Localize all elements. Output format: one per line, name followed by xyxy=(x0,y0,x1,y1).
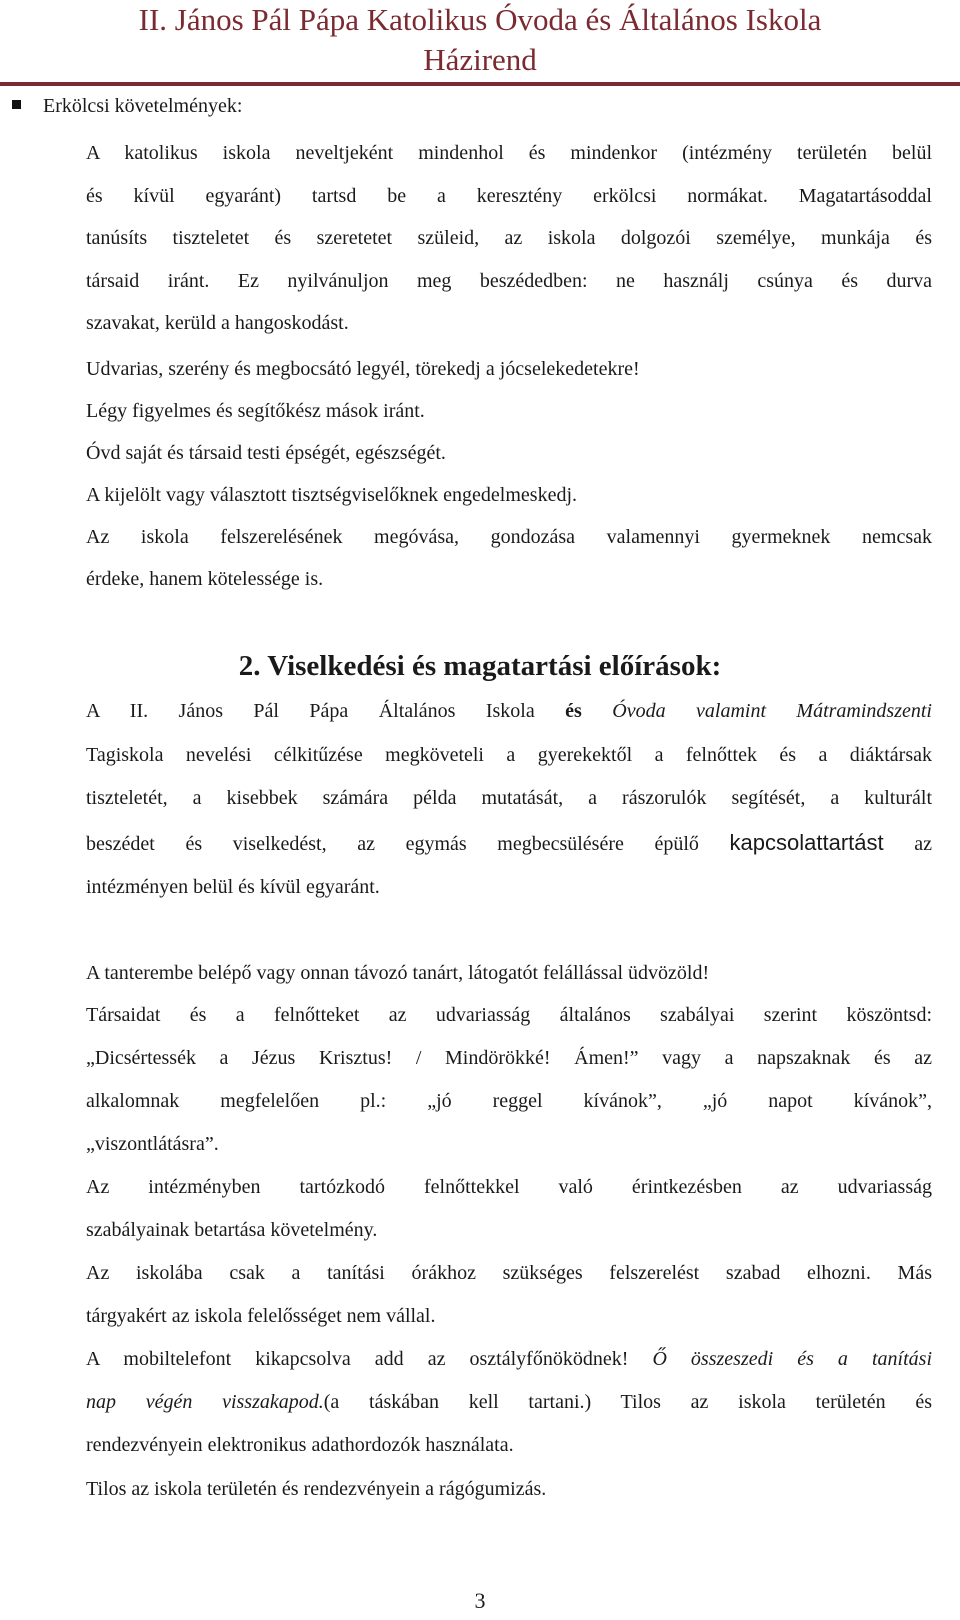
paragraph-line: Az iskola felszerelésének megóvása, gondozása valamennyi gyermeknek nemcsak xyxy=(86,526,932,548)
header-divider xyxy=(0,82,960,86)
text-run-italic: nap végén visszakapod. xyxy=(86,1391,324,1413)
paragraph-line xyxy=(86,1381,932,1424)
behavior-intro-paragraph xyxy=(86,690,932,910)
text-run xyxy=(582,700,612,722)
greeting-teacher-rule: A tanterembe belépő vagy onnan távozó tanárt, látogatót felállással üdvözöld! xyxy=(86,962,710,984)
paragraph-line: A katolikus iskola neveltjeként mindenhol és mindenkor (intézmény területén belül xyxy=(86,142,932,164)
moral-requirements-paragraph xyxy=(86,132,932,345)
paragraph-line: alkalomnak megfelelően pl.: „jó reggel kívánok”, „jó napot kívánok”, xyxy=(86,1090,932,1112)
paragraph-line: szabályainak betartása követelmény. xyxy=(86,1219,378,1241)
paragraph-line: érdeke, hanem kötelessége is. xyxy=(86,568,324,590)
square-bullet-icon xyxy=(12,100,21,109)
paragraph-line: Társaidat és a felnőtteket az udvariasság általános szabályai szerint köszöntsd: xyxy=(86,1004,932,1026)
document-header xyxy=(0,0,960,80)
rule-equipment xyxy=(86,516,932,600)
rule-safety: Óvd saját és társaid testi épségét, egészségét. xyxy=(86,442,446,464)
paragraph-line: tiszteletét, a kisebbek számára példa mutatását, a rászorulók segítését, a kulturált xyxy=(86,787,932,810)
rule-courtesy: Udvarias, szerény és megbocsátó legyél, törekedj a jócselekedetekre! xyxy=(86,358,640,380)
text-run: beszédet és viselkedést, az egymás megbecsülésére épülő xyxy=(86,832,730,855)
text-run: az xyxy=(883,832,932,855)
paragraph-line: társaid iránt. Ez nyilvánuljon meg beszédedben: ne használj csúnya és durva xyxy=(86,269,932,292)
paragraph-line: tanúsíts tiszteletet és szeretetet szüleid, az iskola dolgozói személye, munkája és xyxy=(86,227,932,250)
paragraph-line: intézményen belül és kívül egyaránt. xyxy=(86,876,380,899)
mobile-phone-paragraph xyxy=(86,1338,932,1467)
paragraph-line: és kívül egyaránt) tartsd be a keresztény erkölcsi normákat. Magatartásoddal xyxy=(86,184,932,207)
paragraph-line xyxy=(86,1338,932,1381)
text-run: A mobiltelefont kikapcsolva add az osztályfőnöködnek! xyxy=(86,1348,653,1370)
text-run: A II. János Pál Pápa Általános Iskola xyxy=(86,700,566,722)
paragraph-line xyxy=(86,690,932,734)
equipment-paragraph xyxy=(86,1252,932,1338)
paragraph-line: Tagiskola nevelési célkitűzése megköveteli a gyerekektől a felnőttek és a diáktársak xyxy=(86,743,932,766)
paragraph-line: tárgyakért az iskola felelősséget nem vállal. xyxy=(86,1305,436,1327)
adults-courtesy-paragraph xyxy=(86,1166,932,1252)
paragraph-line: szavakat, kerüld a hangoskodást. xyxy=(86,312,349,335)
bullet-label: Erkölcsi követelmények: xyxy=(43,95,243,117)
rule-obey: A kijelölt vagy választott tisztségviselőknek engedelmeskedj. xyxy=(86,484,577,506)
paragraph-line xyxy=(86,821,932,867)
chewing-gum-rule: Tilos az iskola területén és rendezvényein a rágógumizás. xyxy=(86,1478,547,1500)
greeting-paragraph xyxy=(86,994,932,1166)
paragraph-line: „viszontlátásra”. xyxy=(86,1133,219,1155)
section-heading: 2. Viselkedési és magatartási előírások: xyxy=(238,650,722,682)
text-run-italic: Ő összeszedi és a tanítási xyxy=(652,1348,932,1370)
page-number: 3 xyxy=(474,1588,486,1613)
text-run-bold: és xyxy=(565,700,582,722)
text-run-sans: kapcsolattartást xyxy=(729,829,884,855)
text-run-italic: Óvoda valamint Mátramindszenti xyxy=(612,700,932,722)
header-title-line2: Házirend xyxy=(423,42,537,77)
rule-helpful: Légy figyelmes és segítőkész mások iránt. xyxy=(86,400,425,422)
text-run: (a táskában kell tartani.) Tilos az iskola területén és xyxy=(323,1391,932,1413)
paragraph-line: „Dicsértessék a Jézus Krisztus! / Mindörökké! Ámen!” vagy a napszaknak és az xyxy=(86,1047,932,1069)
bullet-erkolcsi xyxy=(12,92,242,120)
paragraph-line: Az intézményben tartózkodó felnőttekkel való érintkezésben az udvariasság xyxy=(86,1176,932,1198)
paragraph-line: Az iskolába csak a tanítási órákhoz szükséges felszerelést szabad elhozni. Más xyxy=(86,1262,932,1284)
paragraph-line: rendezvényein elektronikus adathordozók használata. xyxy=(86,1434,514,1456)
header-title-line1: II. János Pál Pápa Katolikus Óvoda és Általános Iskola xyxy=(138,2,822,37)
